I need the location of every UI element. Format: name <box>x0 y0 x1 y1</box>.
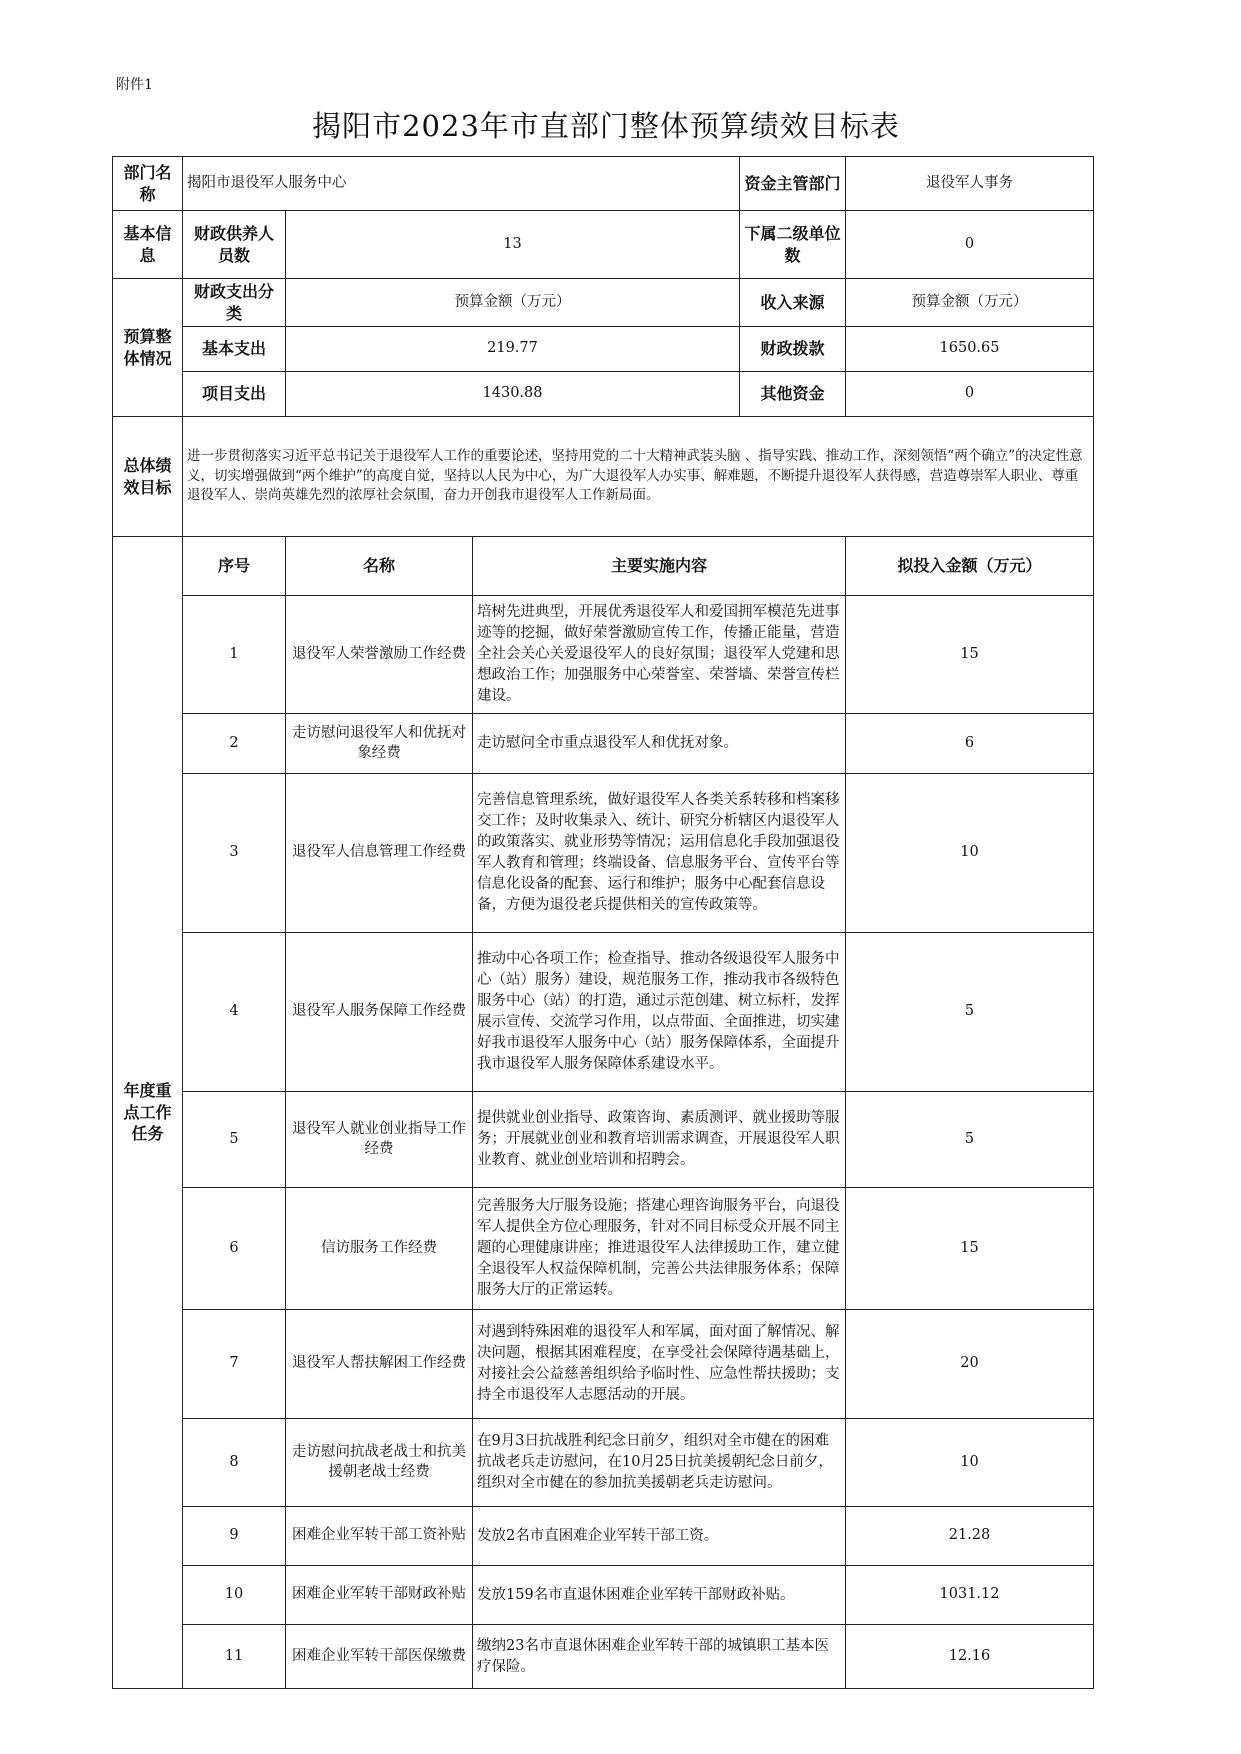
table-row <box>113 1507 1094 1566</box>
table-row <box>113 1419 1094 1507</box>
table-row <box>113 933 1094 1092</box>
table-row <box>113 774 1094 933</box>
staff-count-label: 财政供养人员数 <box>183 211 286 279</box>
expense-class-label: 财政支出分类 <box>183 279 286 327</box>
task-amount: 15 <box>846 1188 1094 1310</box>
task-no: 7 <box>183 1310 286 1419</box>
task-no: 9 <box>183 1507 286 1566</box>
sub-unit-value: 0 <box>846 211 1094 279</box>
task-no: 3 <box>183 774 286 933</box>
budget-amount-header-2: 预算金额（万元） <box>846 279 1094 327</box>
overall-goal-label: 总体绩效目标 <box>113 417 183 537</box>
col-header-content: 主要实施内容 <box>473 537 846 596</box>
task-amount: 10 <box>846 774 1094 933</box>
task-content: 提供就业创业指导、政策咨询、素质测评、就业援助等服务；开展就业创业和教育培训需求调查，开展退役军人职业教育、就业创业培训和招聘会。 <box>473 1092 846 1188</box>
page-title: 揭阳市2023年市直部门整体预算绩效目标表 <box>312 109 900 143</box>
task-amount: 20 <box>846 1310 1094 1419</box>
income-source-label: 收入来源 <box>740 279 846 327</box>
task-amount: 15 <box>846 596 1094 714</box>
annual-tasks-label: 年度重点工作任务 <box>113 537 183 1689</box>
task-name: 困难企业军转干部工资补贴 <box>286 1507 473 1566</box>
task-name: 走访慰问抗战老战士和抗美援朝老战士经费 <box>286 1419 473 1507</box>
task-name: 退役军人荣誉激励工作经费 <box>286 596 473 714</box>
task-amount: 10 <box>846 1419 1094 1507</box>
task-name: 信访服务工作经费 <box>286 1188 473 1310</box>
project-expense-label: 项目支出 <box>183 372 286 417</box>
table-row <box>113 1566 1094 1625</box>
staff-count-value: 13 <box>286 211 740 279</box>
table-row <box>113 1310 1094 1419</box>
col-header-no: 序号 <box>183 537 286 596</box>
table-row <box>113 714 1094 774</box>
overall-goal-text: 进一步贯彻落实习近平总书记关于退役军人工作的重要论述，坚持用党的二十大精神武装头脑 、指导实践、推动工作，深刻领悟“两个确立”的决定性意义，切实增强做到“两个维护”的高度自觉，坚持以人民为中心，为广大退役军人办实事、解难题，不断提升退役军人获得感，营造尊崇军人职业、尊重退役军人、崇尚英雄先烈的浓厚社会氛围，奋力开创我市退役军人工作新局面。 <box>183 417 1094 537</box>
task-content: 在9月3日抗战胜利纪念日前夕，组织对全市健在的困难抗战老兵走访慰问，在10月25日抗美援朝纪念日前夕，组织对全市健在的参加抗美援朝老兵走访慰问。 <box>473 1419 846 1507</box>
budget-overview-label: 预算整体情况 <box>113 279 183 417</box>
basic-info-label: 基本信息 <box>113 211 183 279</box>
fund-dept-value: 退役军人事务 <box>846 157 1094 211</box>
task-no: 10 <box>183 1566 286 1625</box>
dept-name-label: 部门名称 <box>113 157 183 211</box>
task-no: 5 <box>183 1092 286 1188</box>
task-name: 困难企业军转干部医保缴费 <box>286 1625 473 1689</box>
table-row <box>113 1092 1094 1188</box>
performance-target-table <box>112 156 1094 1689</box>
task-no: 1 <box>183 596 286 714</box>
task-no: 4 <box>183 933 286 1092</box>
task-name: 退役军人服务保障工作经费 <box>286 933 473 1092</box>
task-no: 11 <box>183 1625 286 1689</box>
task-content: 培树先进典型，开展优秀退役军人和爱国拥军模范先进事迹等的挖掘，做好荣誉激励宣传工作，传播正能量，营造全社会关心关爱退役军人的良好氛围；退役军人党建和思想政治工作；加强服务中心荣誉室、荣誉墙、荣誉宣传栏建设。 <box>473 596 846 714</box>
task-content: 走访慰问全市重点退役军人和优抚对象。 <box>473 714 846 774</box>
task-amount: 5 <box>846 933 1094 1092</box>
other-funds-value: 0 <box>846 372 1094 417</box>
task-content: 缴纳23名市直退休困难企业军转干部的城镇职工基本医疗保险。 <box>473 1625 846 1689</box>
task-content: 发放159名市直退休困难企业军转干部财政补贴。 <box>473 1566 846 1625</box>
task-content: 对遇到特殊困难的退役军人和军属，面对面了解情况、解决问题，根据其困难程度，在享受社会保障待遇基础上，对接社会公益慈善组织给予临时性、应急性帮扶援助；支持全市退役军人志愿活动的开展。 <box>473 1310 846 1419</box>
task-name: 退役军人帮扶解困工作经费 <box>286 1310 473 1419</box>
task-content: 完善信息管理系统，做好退役军人各类关系转移和档案移交工作；及时收集录入、统计、研究分析辖区内退役军人的政策落实、就业形势等情况；运用信息化手段加强退役军人教育和管理；终端设备、信息服务平台、宣传平台等信息化设备的配套、运行和维护；服务中心配套信息设备，方便为退役老兵提供相关的宣传政策等。 <box>473 774 846 933</box>
task-name: 困难企业军转干部财政补贴 <box>286 1566 473 1625</box>
budget-amount-header: 预算金额（万元） <box>286 279 740 327</box>
task-name: 退役军人就业创业指导工作经费 <box>286 1092 473 1188</box>
task-amount: 21.28 <box>846 1507 1094 1566</box>
task-name: 退役军人信息管理工作经费 <box>286 774 473 933</box>
task-no: 8 <box>183 1419 286 1507</box>
basic-expense-label: 基本支出 <box>183 327 286 372</box>
fiscal-allocation-label: 财政拨款 <box>740 327 846 372</box>
task-name: 走访慰问退役军人和优抚对象经费 <box>286 714 473 774</box>
project-expense-value: 1430.88 <box>286 372 740 417</box>
task-no: 2 <box>183 714 286 774</box>
annex-label: 附件1 <box>116 77 153 93</box>
col-header-amount: 拟投入金额（万元） <box>846 537 1094 596</box>
task-amount: 1031.12 <box>846 1566 1094 1625</box>
basic-expense-value: 219.77 <box>286 327 740 372</box>
fiscal-allocation-value: 1650.65 <box>846 327 1094 372</box>
col-header-name: 名称 <box>286 537 473 596</box>
task-amount: 6 <box>846 714 1094 774</box>
sub-unit-label: 下属二级单位数 <box>740 211 846 279</box>
task-content: 完善服务大厅服务设施；搭建心理咨询服务平台，向退役军人提供全方位心理服务，针对不同目标受众开展不同主题的心理健康讲座；推进退役军人法律援助工作，建立健全退役军人权益保障机制，完善公共法律服务体系；保障服务大厅的正常运转。 <box>473 1188 846 1310</box>
task-content: 发放2名市直困难企业军转干部工资。 <box>473 1507 846 1566</box>
task-no: 6 <box>183 1188 286 1310</box>
table-row <box>113 1625 1094 1689</box>
other-funds-label: 其他资金 <box>740 372 846 417</box>
task-amount: 5 <box>846 1092 1094 1188</box>
dept-name-value: 揭阳市退役军人服务中心 <box>183 157 740 211</box>
table-row <box>113 596 1094 714</box>
fund-dept-label: 资金主管部门 <box>740 157 846 211</box>
table-row <box>113 1188 1094 1310</box>
task-amount: 12.16 <box>846 1625 1094 1689</box>
task-content: 推动中心各项工作；检查指导、推动各级退役军人服务中心（站）服务）建设，规范服务工作，推动我市各级特色服务中心（站）的打造，通过示范创建、树立标杆，发挥展示宣传、交流学习作用，以点带面、全面推进，切实建好我市退役军人服务中心（站）服务保障体系，全面提升我市退役军人服务保障体系建设水平。 <box>473 933 846 1092</box>
